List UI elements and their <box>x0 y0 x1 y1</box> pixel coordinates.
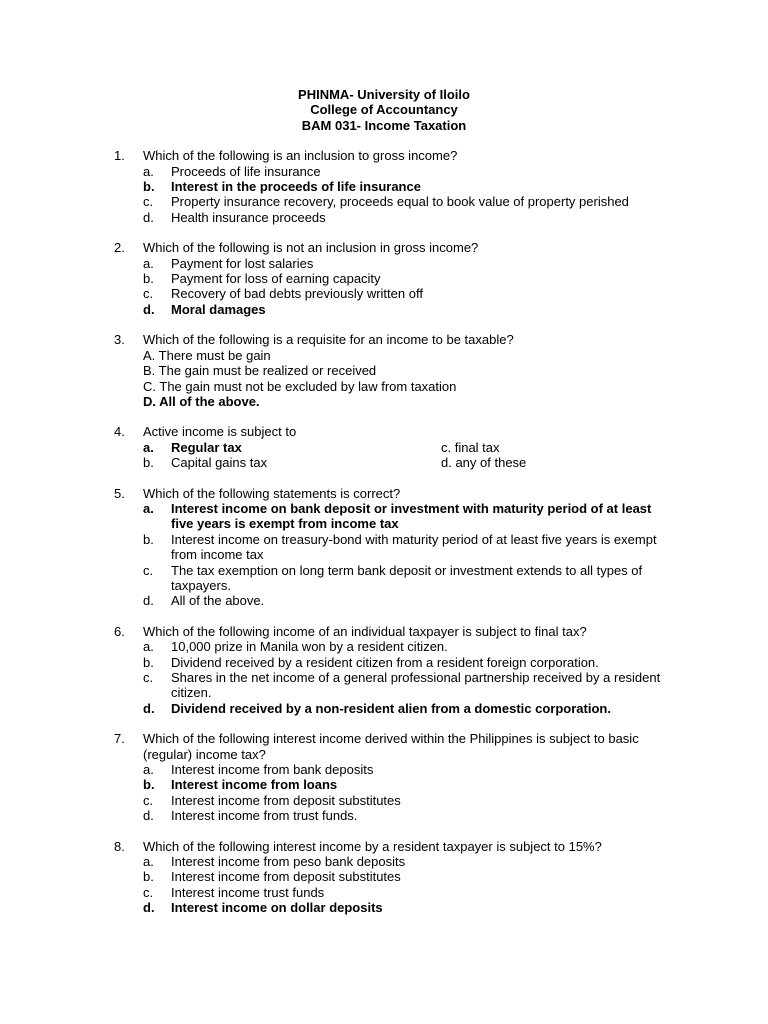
choice-text: Interest in the proceeds of life insurance <box>171 179 421 195</box>
choice-text: Interest income on dollar deposits <box>171 900 383 916</box>
choice-item <box>143 210 668 225</box>
choice-text: Recovery of bad debts previously written off <box>171 286 423 302</box>
question-text: Which of the following interest income by a resident taxpayer is subject to 15%? <box>143 838 602 854</box>
question-text: Which of the following is an inclusion to gross income? <box>143 148 458 164</box>
choice-item: A. There must be gain <box>143 347 271 363</box>
choice-item <box>143 762 668 777</box>
choice-item <box>143 286 668 301</box>
choice-list <box>143 854 668 916</box>
choice-list <box>143 256 668 318</box>
question-number: 7. <box>114 731 125 747</box>
question-number: 1. <box>114 148 125 164</box>
choice-letter: a. <box>143 439 154 455</box>
choice-text: Dividend received by a non-resident alien from a domestic corporation. <box>171 700 611 716</box>
choice-text: The tax exemption on long term bank deposit or investment extends to all types of taxpayers. <box>171 562 643 593</box>
question-text: Which of the following interest income derived within the Philippines is subject to basic (regular) income tax? <box>143 731 639 762</box>
choice-letter: b. <box>143 777 155 793</box>
question-item <box>114 839 668 916</box>
choice-correct <box>143 179 668 194</box>
choice-letter: a. <box>143 639 154 655</box>
choice-text: All of the above. <box>171 593 265 609</box>
choice-letter: c. <box>143 562 154 578</box>
choice-item <box>143 532 668 563</box>
question-number: 6. <box>114 623 125 639</box>
choice-text: Interest income from deposit substitutes <box>171 869 401 885</box>
question-text: Which of the following statements is correct? <box>143 485 401 501</box>
header-college: College of Accountancy <box>310 102 458 118</box>
question-item <box>114 624 668 716</box>
choice-letter: b. <box>143 179 155 195</box>
choice-item: c. final tax <box>441 439 500 455</box>
choice-letter: c. <box>143 286 154 302</box>
choice-text: Proceeds of life insurance <box>171 163 321 179</box>
question-number: 2. <box>114 240 125 256</box>
question-number: 3. <box>114 332 125 348</box>
question-row <box>114 839 668 854</box>
choice-letter: c. <box>143 792 154 808</box>
choice-item <box>143 194 668 209</box>
choice-correct <box>143 501 668 532</box>
choice-text: Interest income from loans <box>171 777 338 793</box>
choice-list <box>143 348 668 410</box>
choice-text: Payment for lost salaries <box>171 255 314 271</box>
choice-text: Moral damages <box>171 301 266 317</box>
header-university: PHINMA- University of Iloilo <box>298 87 470 102</box>
choice-correct <box>143 440 441 455</box>
choice-item <box>143 455 441 470</box>
choice-text: Interest income from bank deposits <box>171 762 374 778</box>
choice-letter: a. <box>143 500 154 516</box>
question-text: Active income is subject to <box>143 424 297 440</box>
question-list <box>114 148 668 915</box>
choice-item <box>143 256 668 271</box>
choice-letter: d. <box>143 301 155 317</box>
choice-item <box>143 869 668 884</box>
question-item <box>114 148 668 225</box>
choice-text: Interest income from trust funds. <box>171 808 358 824</box>
question-item <box>114 486 668 609</box>
choice-row <box>143 440 668 455</box>
choice-item <box>143 808 668 823</box>
question-row <box>114 332 668 347</box>
choice-letter: c. <box>143 670 154 685</box>
header-course: BAM 031- Income Taxation <box>301 117 467 133</box>
question-row <box>114 240 668 255</box>
choice-text: Interest income from deposit substitutes <box>171 792 401 808</box>
choice-list <box>143 501 668 609</box>
question-item <box>114 424 668 470</box>
question-item <box>114 240 668 317</box>
choice-letter: d. <box>143 209 154 225</box>
choice-text: Payment for loss of earning capacity <box>171 271 381 287</box>
choice-letter: a. <box>143 255 154 271</box>
choice-row <box>143 455 668 470</box>
choice-text: Capital gains tax <box>171 455 268 471</box>
choice-letter: b. <box>143 869 154 885</box>
choice-text: Interest income on treasury-bond with maturity period of at least five years is exempt from income tax <box>171 531 657 563</box>
choice-correct <box>143 777 668 792</box>
choice-letter: d. <box>143 808 154 824</box>
choice-letter: d. <box>143 700 155 716</box>
choice-item <box>143 885 668 900</box>
choice-text: 10,000 prize in Manila won by a resident citizen. <box>171 639 448 655</box>
choice-text: Regular tax <box>171 439 242 455</box>
choice-list <box>143 164 668 226</box>
choice-item <box>143 563 668 594</box>
choice-text: Shares in the net income of a general professional partnership received by a resident citizen. <box>171 670 661 701</box>
question-number: 5. <box>114 485 125 501</box>
question-number: 4. <box>114 424 125 440</box>
question-row <box>114 148 668 163</box>
choice-letter: b. <box>143 271 154 287</box>
choice-item: d. any of these <box>441 455 527 471</box>
choice-text: Interest income from peso bank deposits <box>171 854 406 870</box>
choice-item <box>143 655 668 670</box>
choice-text: Interest income on bank deposit or investment with maturity period of at least five years is exempt from income tax <box>171 500 652 532</box>
choice-text: Dividend received by a resident citizen from a resident foreign corporation. <box>171 654 599 670</box>
choice-correct <box>143 701 668 716</box>
choice-text: Health insurance proceeds <box>171 209 326 225</box>
choice-letter: a. <box>143 762 154 778</box>
question-row <box>114 624 668 639</box>
choice-letter: b. <box>143 455 154 471</box>
choice-text: Property insurance recovery, proceeds equal to book value of property perished <box>171 194 629 210</box>
question-number: 8. <box>114 838 125 854</box>
question-text: Which of the following is a requisite for an income to be taxable? <box>143 332 514 348</box>
choice-letter: d. <box>143 593 154 609</box>
question-item <box>114 332 668 409</box>
question-row <box>114 486 668 501</box>
question-item <box>114 731 668 823</box>
choice-letter: a. <box>143 854 154 870</box>
choice-correct <box>143 302 668 317</box>
question-row <box>114 424 668 439</box>
choice-item <box>143 271 668 286</box>
choice-item <box>143 164 668 179</box>
choice-correct: D. All of the above. <box>143 393 260 409</box>
choice-letter: c. <box>143 194 154 210</box>
choice-letter: a. <box>143 163 154 179</box>
choice-letter: b. <box>143 654 154 670</box>
question-text: Which of the following is not an inclusion in gross income? <box>143 240 479 256</box>
choice-item <box>143 854 668 869</box>
choice-item <box>143 670 668 701</box>
choice-correct <box>143 900 668 915</box>
question-text: Which of the following income of an individual taxpayer is subject to final tax? <box>143 623 587 639</box>
question-row <box>114 731 668 762</box>
choice-letter: d. <box>143 900 155 916</box>
choice-item: C. The gain must not be excluded by law from taxation <box>143 378 457 394</box>
choice-list <box>143 440 668 471</box>
choice-item <box>143 793 668 808</box>
choice-list <box>143 762 668 824</box>
choice-item <box>143 639 668 654</box>
choice-letter: b. <box>143 531 154 547</box>
choice-item <box>143 593 668 608</box>
choice-list <box>143 639 668 716</box>
choice-text: Interest income trust funds <box>171 884 325 900</box>
document-header <box>114 87 654 133</box>
choice-item: B. The gain must be realized or received <box>143 363 377 379</box>
choice-letter: c. <box>143 884 154 900</box>
